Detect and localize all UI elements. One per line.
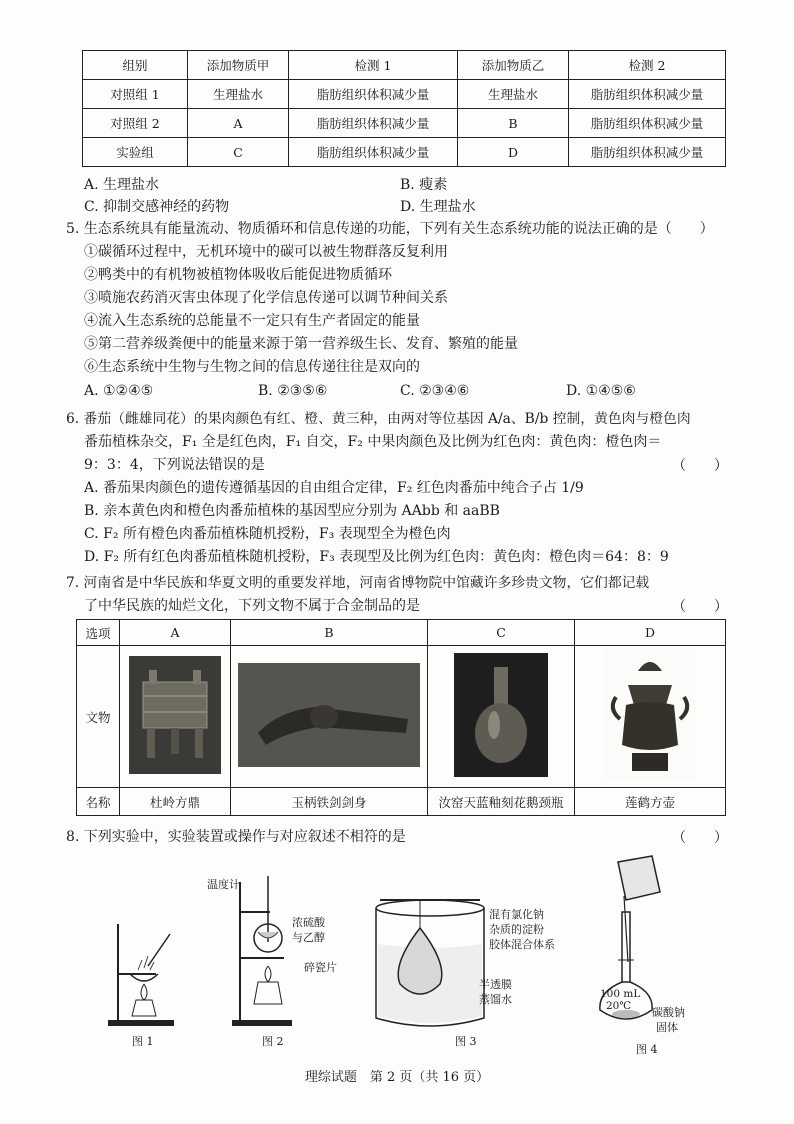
- q5-statement: ①碳循环过程中，无机环境中的碳可以被生物群落反复利用: [84, 244, 448, 260]
- table-cell: 检测 1: [289, 51, 458, 80]
- acid-label: 浓硫酸: [292, 916, 325, 929]
- figure-1-caption: 图 1: [132, 1035, 154, 1048]
- q7-stem-line: 7. 河南省是中华民族和华夏文明的重要发祥地，河南省博物院中馆藏许多珍贵文物，它们都记载: [66, 575, 650, 591]
- q5-option-a[interactable]: A. ①②④⑤: [84, 383, 154, 399]
- table-cell: 生理盐水: [458, 80, 569, 109]
- q5-statement: ⑥生态系统中生物与生物之间的信息传递往往是双向的: [84, 359, 420, 375]
- q6-answer-paren[interactable]: （ ）: [672, 458, 728, 474]
- table-cell: A: [120, 620, 231, 646]
- q5-option-c[interactable]: C. ②③④⑥: [400, 383, 470, 399]
- q6-stem-line: 番茄植株杂交，F₁ 全是红色肉，F₁ 自交，F₂ 中果肉颜色及比例为红色肉：黄色肉：橙色肉＝: [84, 434, 662, 450]
- artifact-a-image: [120, 646, 231, 788]
- artifact-c-image: [428, 646, 575, 788]
- water-label: 蒸馏水: [479, 993, 512, 1006]
- table-row: [77, 620, 726, 646]
- table-cell: 组别: [83, 51, 188, 80]
- q7-stem-line: 了中华民族的灿烂文化，下列文物不属于合金制品的是: [84, 598, 420, 614]
- table-cell: C: [428, 620, 575, 646]
- table-cell: 添加物质甲: [188, 51, 289, 80]
- table-row: [83, 109, 726, 138]
- table-cell: B: [458, 109, 569, 138]
- table-cell: 检测 2: [569, 51, 726, 80]
- table-cell: A: [188, 109, 289, 138]
- table-row: [83, 80, 726, 109]
- q5-statement: ②鸭类中的有机物被植物体吸收后能促进物质循环: [84, 267, 392, 283]
- chips-label: 碎瓷片: [304, 961, 337, 974]
- table-cell: 脂肪组织体积减少量: [289, 138, 458, 167]
- q5-option-b[interactable]: B. ②③⑤⑥: [258, 383, 328, 399]
- table-row: [77, 646, 726, 788]
- page-footer: 理综试题 第 2 页（共 16 页）: [304, 1070, 490, 1085]
- celadon-vase-image: [454, 653, 548, 777]
- table-cell: 汝窑天蓝釉刻花鹅颈瓶: [428, 788, 575, 816]
- q6-option-d[interactable]: D. F₂ 所有红色肉番茄植株随机授粉，F₃ 表现型及比例为红色肉：黄色肉：橙色肉＝64：8：9: [84, 549, 669, 565]
- table-cell: 脂肪组织体积减少量: [569, 109, 726, 138]
- bronze-ding-image: [129, 656, 221, 774]
- q6-stem-line: 6. 番茄（雌雄同花）的果肉颜色有红、橙、黄三种，由两对等位基因 A/a、B/b 控制，黄色肉与橙色肉: [66, 411, 691, 427]
- artifact-b-image: [231, 646, 428, 788]
- artifact-d-image: [575, 646, 726, 788]
- carbonate-label: 固体: [656, 1021, 678, 1034]
- q4-option-b[interactable]: B. 瘦素: [400, 177, 448, 193]
- flask-volume-label: 100 mL: [600, 988, 641, 1000]
- table-cell: 脂肪组织体积减少量: [569, 80, 726, 109]
- mixture-label: 胶体混合体系: [489, 938, 555, 951]
- table-cell: 添加物质乙: [458, 51, 569, 80]
- q5-statement: ③喷施农药消灭害虫体现了化学信息传递可以调节种间关系: [84, 290, 448, 306]
- table-cell: D: [575, 620, 726, 646]
- table-cell: 名称: [77, 788, 120, 816]
- figure-2-caption: 图 2: [262, 1035, 284, 1048]
- q5-option-d[interactable]: D. ①④⑤⑥: [566, 383, 636, 399]
- table-cell: 莲鹤方壶: [575, 788, 726, 816]
- table-cell: 脂肪组织体积减少量: [289, 109, 458, 138]
- membrane-label: 半透膜: [479, 978, 512, 991]
- q7-answer-paren[interactable]: （ ）: [672, 599, 728, 615]
- q5-statement: ④流入生态系统的总能量不一定只有生产者固定的能量: [84, 313, 420, 329]
- table-cell: 脂肪组织体积减少量: [569, 138, 726, 167]
- table-cell: 对照组 1: [83, 80, 188, 109]
- q6-option-a[interactable]: A. 番茄果肉颜色的遗传遵循基因的自由组合定律，F₂ 红色肉番茄中纯合子占 1/9: [84, 480, 584, 496]
- lotus-crane-pot-image: [604, 649, 696, 781]
- table-cell: 文物: [77, 646, 120, 788]
- iron-sword-image: [238, 663, 420, 767]
- table-cell: B: [231, 620, 428, 646]
- flask-temp-label: 20℃: [606, 1000, 632, 1012]
- table-cell: 对照组 2: [83, 109, 188, 138]
- q4-option-c[interactable]: C. 抑制交感神经的药物: [84, 199, 230, 215]
- q5-stem: 5. 生态系统具有能量流动、物质循环和信息传递的功能，下列有关生态系统功能的说法正确的是（ ）: [66, 221, 714, 237]
- figure-1-apparatus: [104, 904, 184, 1032]
- table-cell: 生理盐水: [188, 80, 289, 109]
- q6-option-b[interactable]: B. 亲本黄色肉和橙色肉番茄植株的基因型应分别为 AAbb 和 aaBB: [84, 503, 500, 519]
- q7-table: [76, 619, 726, 816]
- q4-option-d[interactable]: D. 生理盐水: [400, 199, 476, 215]
- q6-option-c[interactable]: C. F₂ 所有橙色肉番茄植株随机授粉，F₃ 表现型全为橙色肉: [84, 526, 451, 542]
- table-cell: 选项: [77, 620, 120, 646]
- acid-label: 与乙醇: [292, 931, 325, 944]
- table-cell: C: [188, 138, 289, 167]
- figure-4-caption: 图 4: [636, 1043, 658, 1056]
- thermometer-label: 温度计: [207, 878, 240, 891]
- figure-3-caption: 图 3: [455, 1035, 477, 1048]
- q8-stem: 8. 下列实验中，实验装置或操作与对应叙述不相符的是: [66, 829, 406, 845]
- table-cell: 实验组: [83, 138, 188, 167]
- table-cell: 脂肪组织体积减少量: [289, 80, 458, 109]
- table-cell: 玉柄铁剑剑身: [231, 788, 428, 816]
- table-row: [83, 138, 726, 167]
- q4-option-a[interactable]: A. 生理盐水: [84, 177, 160, 193]
- table-cell: 杜岭方鼎: [120, 788, 231, 816]
- mixture-label: 混有氯化钠: [489, 908, 544, 921]
- q5-statement: ⑤第二营养级粪便中的能量来源于第一营养级生长、发育、繁殖的能量: [84, 336, 518, 352]
- figure-3-apparatus: [370, 894, 490, 1032]
- table-cell: D: [458, 138, 569, 167]
- figure-2-apparatus: [230, 872, 304, 1032]
- table-row: [83, 51, 726, 80]
- mixture-label: 杂质的淀粉: [489, 923, 544, 936]
- q8-answer-paren[interactable]: （ ）: [672, 830, 728, 846]
- q6-stem-line: 9：3：4，下列说法错误的是: [84, 457, 265, 473]
- table-row: [77, 788, 726, 816]
- carbonate-label: 碳酸钠: [652, 1006, 685, 1019]
- q4-table: [82, 50, 726, 167]
